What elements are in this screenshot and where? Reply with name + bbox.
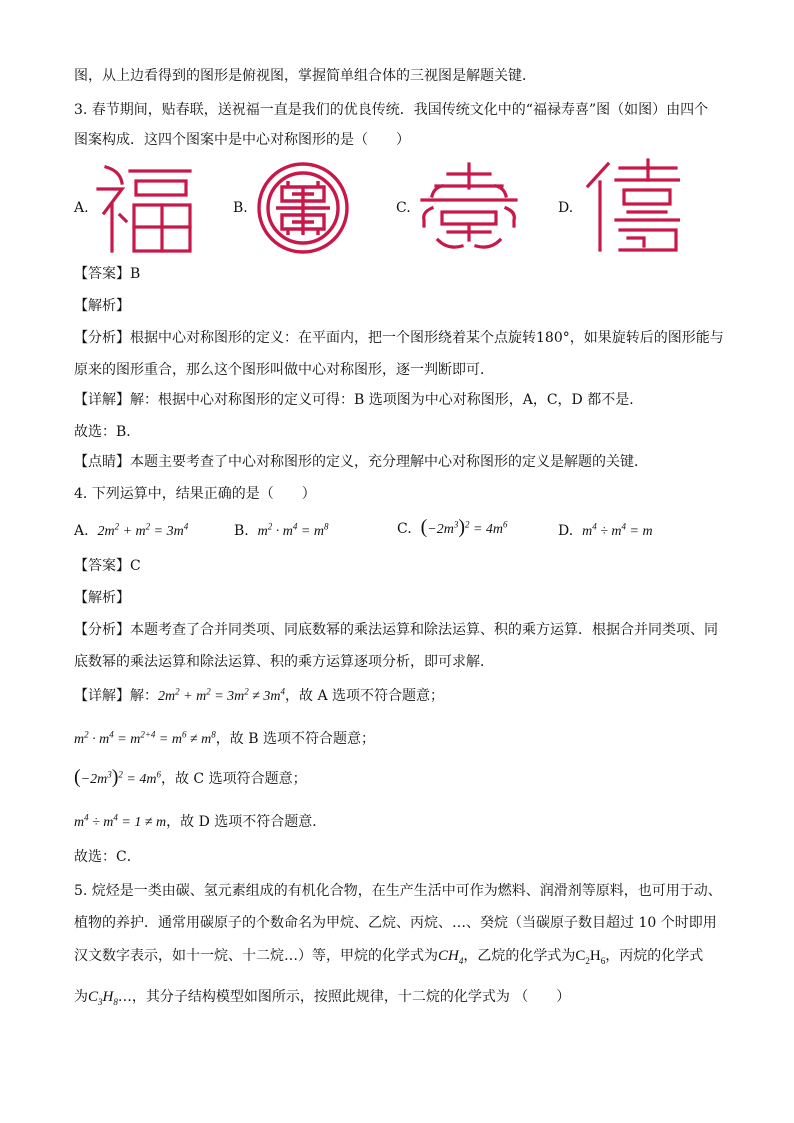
q4-conclusion-c: ，故 C 选项符合题意； [160, 771, 307, 787]
q3-fenxi-label: 【分析】 [74, 330, 130, 346]
q5-stem-line-2: 植物的养护．通常用碳原子的个数命名为甲烷、乙烷、丙烷、…、癸烷（当碳原子数目超过 10 个时即用 [74, 915, 717, 931]
q4-choose-line: 故选：C． [74, 849, 141, 865]
q3-fenxi-line-1 [74, 328, 724, 348]
q3-analysis-label: 【解析】 [74, 298, 130, 314]
q3-dianjing-line [74, 452, 648, 472]
q3-option-a-label: A. [74, 200, 89, 216]
q5-line4-part-b: …，其分子结构模型如图所示，按照此规律，十二烷的化学式为 （ ） [117, 989, 571, 1005]
q4-fenxi-text-1: 本题考查了合并同类项、同底数幂的乘法运算和除法运算、积的乘方运算．根据合并同类项、同 [130, 622, 718, 638]
q4-xiangjie-label: 【详解】 [74, 688, 130, 704]
q4-answer-label: 【答案】 [74, 558, 130, 574]
q4-answer-value: C [130, 558, 141, 574]
q3-stem-line-1: 3. 春节期间，贴春联，送祝福一直是我们的优良传统．我国传统文化中的“福禄寿喜”图（如图）由四个 [74, 102, 709, 118]
q4-stem: 4. 下列运算中，结果正确的是（ ） [74, 486, 316, 502]
q4-option-d: D. $m^4 \div m^4 = m$ [558, 521, 653, 539]
q3-answer-value: B [130, 266, 141, 282]
q4-conclusion-d: ，故 D 选项不符合题意． [166, 814, 327, 830]
q3-xiangjie-label: 【详解】 [74, 392, 130, 408]
q4-fenxi-line-2: 底数幂的乘法运算和除法运算、积的乘方运算逐项分析，即可求解． [74, 654, 494, 670]
q3-xiangjie-line [74, 390, 643, 410]
q4-fenxi-line-1 [74, 620, 718, 640]
q3-dianjing-label: 【点睛】 [74, 454, 130, 470]
q3-xiangjie-text: 解：根据中心对称图形的定义可得：B 选项图为中心对称图形，A，C，D 都不是． [130, 392, 644, 408]
q3-option-b-label: B. [233, 200, 248, 216]
q3-answer-label: 【答案】 [74, 266, 130, 282]
q3-answer-line [74, 264, 140, 284]
q5-stem-line-1: 5. 烷烃是一类由碳、氢元素组成的有机化合物，在生产生活中可作为燃料、润滑剂等原料，也可用于动、 [74, 883, 722, 899]
q4-xiangjie-line-b: $m^2 \cdot m^4 = m^{2+4} = m^6 \ne m^8$，故 B 选项不符合题意； [74, 729, 375, 747]
q4-xiangjie-line-d: $m^4 \div m^4 = 1 \ne m$，故 D 选项不符合题意． [74, 812, 327, 830]
q3-option-d-label: D. [558, 200, 574, 216]
q4-option-c: C. $(-2m^3)^2 = 4m^6$ [397, 516, 508, 538]
lu-character-icon [256, 161, 350, 255]
q4-conclusion-a: ，故 A 选项不符合题意； [285, 688, 445, 704]
q4-fenxi-label: 【分析】 [74, 622, 130, 638]
q4-analysis-label: 【解析】 [74, 590, 130, 606]
q3-stem-line-2: 图案构成．这四个图案中是中心对称图形的是（ ） [74, 132, 410, 148]
q4-option-a: A. $2m^2 + m^2 = 3m^4$ [74, 521, 189, 539]
shou-character-icon [418, 160, 520, 254]
q4-xiangjie-prefix: 解： [130, 688, 158, 704]
q3-choose-line: 故选：B． [74, 424, 141, 440]
xi-character-icon [584, 158, 680, 254]
q4-option-b: B. $m^2 \cdot m^4 = m^8$ [234, 521, 329, 539]
q5-line3-part-a: 汉文数字表示，如十一烷、十二烷…）等，甲烷的化学式为 [74, 948, 438, 964]
fu-character-icon [94, 163, 194, 255]
q5-line3-part-c: ，丙烷的化学式 [605, 948, 704, 964]
q3-dianjing-text: 本题主要考查了中心对称图形的定义，充分理解中心对称图形的定义是解题的关键． [130, 454, 648, 470]
q4-xiangjie-line-a: 【详解】解：$2m^2 + m^2 = 3m^2 \ne 3m^4$，故 A 选项不符合题意； [74, 686, 445, 704]
q5-stem-line-4: 为$C_3H_8\dots$，其分子结构模型如图所示，按照此规律，十二烷的化学式为 （ ） [74, 989, 571, 1007]
q3-fenxi-text-1: 根据中心对称图形的定义：在平面内，把一个图形绕着某个点旋转180°，如果旋转后的图形能与 [130, 330, 724, 346]
q4-xiangjie-line-c: $(-2m^3)^2 = 4m^6$，故 C 选项符合题意； [74, 766, 307, 788]
q3-option-c-label: C. [396, 200, 411, 216]
intro-line: 图，从上边看得到的图形是俯视图，掌握简单组合体的三视图是解题关键． [74, 68, 536, 84]
q4-conclusion-b: ，故 B 选项不符合题意； [215, 731, 375, 747]
q5-stem-line-3: 汉文数字表示，如十一烷、十二烷…）等，甲烷的化学式为$CH_4$，乙烷的化学式为$C_2H_6$，丙烷的化学式 [74, 948, 704, 966]
q5-line4-part-a: 为 [74, 989, 88, 1005]
q4-answer-line [74, 556, 141, 576]
q3-fenxi-line-2: 原来的图形重合，那么这个图形叫做中心对称图形，逐一判断即可． [74, 362, 494, 378]
q5-line3-part-b: ，乙烷的化学式为 [463, 948, 576, 964]
